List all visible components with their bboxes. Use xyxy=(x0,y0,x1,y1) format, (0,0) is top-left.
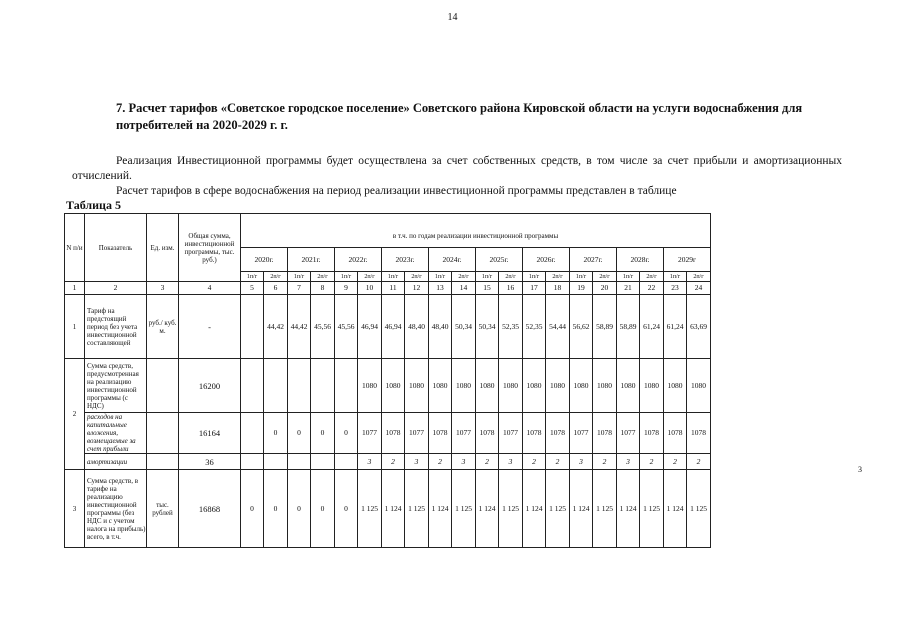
header-column-number: 18 xyxy=(546,282,570,295)
table-cell: 1078 xyxy=(546,413,570,454)
table-cell: 1 124 xyxy=(617,470,640,548)
table-cell: 1078 xyxy=(382,413,405,454)
header-column-number: 19 xyxy=(570,282,593,295)
table-cell: 1 125 xyxy=(640,470,664,548)
header-column-number: 15 xyxy=(476,282,499,295)
row-total: 16164 xyxy=(179,413,241,454)
header-half-year: 2п/г xyxy=(405,272,429,282)
header-half-year: 1п/г xyxy=(570,272,593,282)
header-year: 2023г. xyxy=(382,248,429,272)
table-cell: 1080 xyxy=(546,359,570,413)
header-year: 2021г. xyxy=(288,248,335,272)
header-column-number: 1 xyxy=(65,282,85,295)
table-cell: 1080 xyxy=(452,359,476,413)
header-column-number: 9 xyxy=(335,282,358,295)
header-column-number: 3 xyxy=(147,282,179,295)
table-row-tariff-sum xyxy=(65,470,711,548)
header-column-number: 12 xyxy=(405,282,429,295)
table-cell: 44,42 xyxy=(264,295,288,359)
table-cell: 1078 xyxy=(593,413,617,454)
table-cell: 1080 xyxy=(499,359,523,413)
table-cell: 1078 xyxy=(664,413,687,454)
header-half-year: 1п/г xyxy=(382,272,405,282)
table-cell xyxy=(288,454,311,470)
table-cell: 3 xyxy=(405,454,429,470)
table-cell: 44,42 xyxy=(288,295,311,359)
header-column-number: 6 xyxy=(264,282,288,295)
header-year: 2028г. xyxy=(617,248,664,272)
row-num: 2 xyxy=(65,359,85,470)
table-cell: 3 xyxy=(570,454,593,470)
table-cell: 0 xyxy=(311,413,335,454)
table-cell: 0 xyxy=(288,413,311,454)
row-label: амортизации xyxy=(85,454,147,470)
table-row-capex xyxy=(65,413,711,454)
header-column-number: 22 xyxy=(640,282,664,295)
table-cell: 1080 xyxy=(640,359,664,413)
row-total: - xyxy=(179,295,241,359)
table-cell: 52,35 xyxy=(499,295,523,359)
row-label: Тариф на предстоящий период без учета инвестиционной составляющей xyxy=(85,295,147,359)
header-col-unit: Ед. изм. xyxy=(147,214,179,282)
row-unit: руб./ куб. м. xyxy=(147,295,179,359)
header-column-number: 4 xyxy=(179,282,241,295)
table-cell: 1 124 xyxy=(476,470,499,548)
header-colnum-row xyxy=(65,282,711,295)
table-cell: 1080 xyxy=(476,359,499,413)
row-total: 16200 xyxy=(179,359,241,413)
table-cell: 3 xyxy=(358,454,382,470)
table-cell: 0 xyxy=(241,470,264,548)
table-cell: 1 125 xyxy=(405,470,429,548)
header-column-number: 5 xyxy=(241,282,264,295)
table-cell: 48,40 xyxy=(429,295,452,359)
table-cell xyxy=(288,359,311,413)
tariff-table xyxy=(64,213,711,548)
header-half-year: 2п/г xyxy=(640,272,664,282)
table-cell xyxy=(335,359,358,413)
table-cell: 1080 xyxy=(358,359,382,413)
header-year: 2022г. xyxy=(335,248,382,272)
table-cell: 1080 xyxy=(523,359,546,413)
table-cell: 2 xyxy=(476,454,499,470)
table-cell: 1080 xyxy=(687,359,711,413)
header-half-year: 1п/г xyxy=(664,272,687,282)
table-cell: 3 xyxy=(452,454,476,470)
row-label: расходов на капитальные вложения, возмещаемые за счет прибыли xyxy=(85,413,147,454)
header-year: 2029г xyxy=(664,248,711,272)
table-cell: 58,89 xyxy=(593,295,617,359)
table-cell: 1078 xyxy=(687,413,711,454)
table-cell: 1077 xyxy=(499,413,523,454)
header-half-year: 2п/г xyxy=(311,272,335,282)
table-cell: 1077 xyxy=(617,413,640,454)
table-cell: 0 xyxy=(264,470,288,548)
table-cell: 0 xyxy=(335,470,358,548)
table-cell: 1 124 xyxy=(382,470,405,548)
table-cell: 50,34 xyxy=(476,295,499,359)
header-column-number: 11 xyxy=(382,282,405,295)
table-cell: 2 xyxy=(687,454,711,470)
header-span-title: в т.ч. по годам реализации инвестиционной программы xyxy=(241,226,711,248)
table-cell xyxy=(264,359,288,413)
header-column-number: 17 xyxy=(523,282,546,295)
row-label: Сумма средств, предусмотренная на реализацию инвестиционной программы (с НДС) xyxy=(85,359,147,413)
table-cell: 1 125 xyxy=(593,470,617,548)
header-half-year: 1п/г xyxy=(617,272,640,282)
table-cell: 61,24 xyxy=(664,295,687,359)
table-cell: 1080 xyxy=(617,359,640,413)
header-half-year: 2п/г xyxy=(499,272,523,282)
table-cell: 2 xyxy=(593,454,617,470)
table-cell: 2 xyxy=(523,454,546,470)
row-num: 1 xyxy=(65,295,85,359)
table-cell: 1077 xyxy=(405,413,429,454)
table-cell: 1077 xyxy=(358,413,382,454)
table-cell: 1080 xyxy=(664,359,687,413)
header-spacer xyxy=(241,214,711,226)
table-row-program-sum xyxy=(65,359,711,413)
header-column-number: 10 xyxy=(358,282,382,295)
header-column-number: 8 xyxy=(311,282,335,295)
header-half-year: 2п/г xyxy=(264,272,288,282)
table-cell: 54,44 xyxy=(546,295,570,359)
header-column-number: 21 xyxy=(617,282,640,295)
table-cell xyxy=(335,454,358,470)
header-half-year: 1п/г xyxy=(476,272,499,282)
row-unit xyxy=(147,359,179,413)
row-unit xyxy=(147,454,179,470)
header-year: 2027г. xyxy=(570,248,617,272)
header-column-number: 14 xyxy=(452,282,476,295)
table-cell: 0 xyxy=(264,413,288,454)
table-cell: 2 xyxy=(664,454,687,470)
header-year: 2020г. xyxy=(241,248,288,272)
row-total: 36 xyxy=(179,454,241,470)
table-cell: 45,56 xyxy=(311,295,335,359)
row-unit xyxy=(147,413,179,454)
table-cell: 1 124 xyxy=(523,470,546,548)
row-unit: тыс. рублей xyxy=(147,470,179,548)
table-cell: 1 124 xyxy=(570,470,593,548)
table-cell: 45,56 xyxy=(335,295,358,359)
table-cell: 1078 xyxy=(429,413,452,454)
table-cell: 48,40 xyxy=(405,295,429,359)
table-cell: 2 xyxy=(429,454,452,470)
table-cell: 1078 xyxy=(523,413,546,454)
header-column-number: 2 xyxy=(85,282,147,295)
table-cell: 3 xyxy=(617,454,640,470)
table-cell xyxy=(241,359,264,413)
table-cell: 1 125 xyxy=(499,470,523,548)
header-half-year: 2п/г xyxy=(687,272,711,282)
table-cell: 1 125 xyxy=(687,470,711,548)
header-half-year: 2п/г xyxy=(593,272,617,282)
tariff-table-wrapper xyxy=(64,213,711,548)
header-half-year: 2п/г xyxy=(546,272,570,282)
table-cell xyxy=(241,454,264,470)
paragraph-financing: Реализация Инвестиционной программы будет осуществлена за счет собственных средств, в том числе за счет прибыли и амортизационных отчислений. xyxy=(72,155,842,182)
table-cell: 2 xyxy=(640,454,664,470)
header-col-indicator: Показатель xyxy=(85,214,147,282)
table-cell: 0 xyxy=(311,470,335,548)
table-cell: 63,69 xyxy=(687,295,711,359)
header-column-number: 13 xyxy=(429,282,452,295)
table-cell: 1 125 xyxy=(452,470,476,548)
table-cell: 0 xyxy=(335,413,358,454)
header-column-number: 16 xyxy=(499,282,523,295)
row-num: 3 xyxy=(65,470,85,548)
table-cell: 1 124 xyxy=(664,470,687,548)
table-cell: 1 125 xyxy=(358,470,382,548)
page-number: 14 xyxy=(447,12,458,23)
header-year: 2026г. xyxy=(523,248,570,272)
header-half-year: 2п/г xyxy=(452,272,476,282)
table-row-amortization xyxy=(65,454,711,470)
stray-mark: 3 xyxy=(858,465,862,474)
header-column-number: 20 xyxy=(593,282,617,295)
table-cell: 46,94 xyxy=(358,295,382,359)
header-half-year: 1п/г xyxy=(335,272,358,282)
table-cell: 2 xyxy=(546,454,570,470)
table-cell: 1077 xyxy=(570,413,593,454)
table-cell: 1080 xyxy=(570,359,593,413)
table-row-tariff xyxy=(65,295,711,359)
header-column-number: 24 xyxy=(687,282,711,295)
table-cell: 58,89 xyxy=(617,295,640,359)
header-top-spacer-row xyxy=(65,214,711,226)
header-half-year: 1п/г xyxy=(288,272,311,282)
table-cell: 1077 xyxy=(452,413,476,454)
header-half-year: 1п/г xyxy=(429,272,452,282)
header-column-number: 7 xyxy=(288,282,311,295)
paragraph-table-intro: Расчет тарифов в сфере водоснабжения на период реализации инвестиционной программы представлен в таблице xyxy=(116,185,677,197)
table-cell xyxy=(264,454,288,470)
table-cell xyxy=(241,413,264,454)
row-total: 16868 xyxy=(179,470,241,548)
table-cell: 3 xyxy=(499,454,523,470)
table-cell xyxy=(311,454,335,470)
table-cell: 1 125 xyxy=(546,470,570,548)
table-cell: 1 124 xyxy=(429,470,452,548)
table-cell: 1078 xyxy=(640,413,664,454)
table-cell: 1080 xyxy=(593,359,617,413)
table-cell: 0 xyxy=(288,470,311,548)
table-cell xyxy=(311,359,335,413)
table-cell xyxy=(241,295,264,359)
header-col-num: N п/и xyxy=(65,214,85,282)
table-caption: Таблица 5 xyxy=(66,198,121,212)
table-cell: 2 xyxy=(382,454,405,470)
header-col-total: Общая сумма, инвестиционной программы, тыс. руб.) xyxy=(179,214,241,282)
table-cell: 1080 xyxy=(405,359,429,413)
table-cell: 46,94 xyxy=(382,295,405,359)
section-heading: 7. Расчет тарифов «Советское городское поселение» Советского района Кировской области на услуги водоснабжения для потребителей на 2020-2029 г. г. xyxy=(116,101,803,132)
header-half-year: 1п/г xyxy=(523,272,546,282)
row-label: Сумма средств, в тарифе на реализацию инвестиционной программы (без НДС и с учетом налога на прибыль) всего, в т.ч. xyxy=(85,470,147,548)
table-cell: 52,35 xyxy=(523,295,546,359)
header-column-number: 23 xyxy=(664,282,687,295)
table-cell: 56,62 xyxy=(570,295,593,359)
header-half-year: 2п/г xyxy=(358,272,382,282)
table-cell: 50,34 xyxy=(452,295,476,359)
header-year: 2024г. xyxy=(429,248,476,272)
table-cell: 1078 xyxy=(476,413,499,454)
header-half-year: 1п/г xyxy=(241,272,264,282)
table-cell: 1080 xyxy=(429,359,452,413)
table-cell: 61,24 xyxy=(640,295,664,359)
table-cell: 1080 xyxy=(382,359,405,413)
header-year: 2025г. xyxy=(476,248,523,272)
